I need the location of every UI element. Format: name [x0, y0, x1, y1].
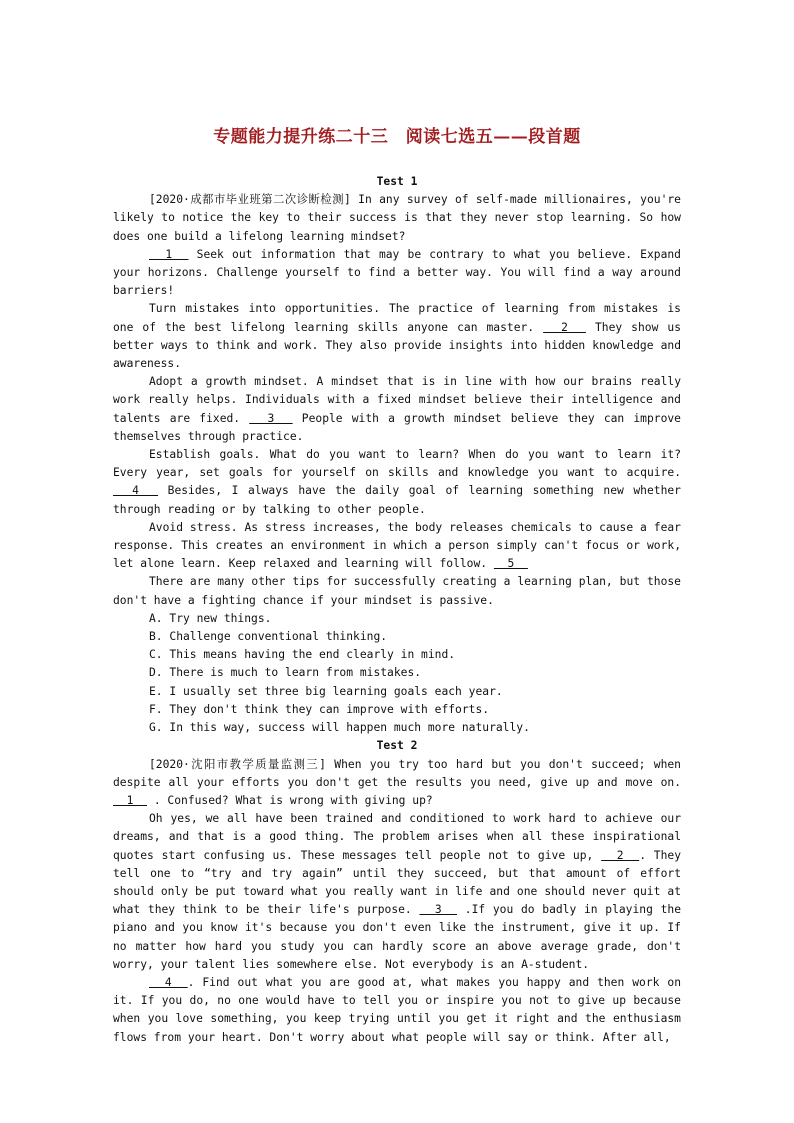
test2-para-3 — [113, 974, 681, 1047]
test1-para-3 — [113, 373, 681, 446]
test2-blank-2: 2 — [601, 848, 640, 862]
test2-para-2 — [113, 810, 681, 974]
test1-para-4-text-a: Establish goals. What do you want to learn? When do you want to learn it? Every year, set goals for yourself on skills and knowledge you want to acquire. — [113, 448, 681, 480]
option-d: D. There is much to learn from mistakes. — [149, 666, 422, 680]
document-title: 专题能力提升练二十三 阅读七选五——段首题 — [213, 127, 581, 147]
test1-para-5 — [113, 519, 681, 574]
test1-para-3-text-b: People with a growth mindset believe they can improve themselves through practice. — [113, 411, 681, 443]
test2-para-2-text-b: . They tell one to “try and try again” until they succeed, but that amount of effort should only be put toward what you really want in life and one should never quit at what they think to be their life's purpose. — [113, 848, 681, 917]
test1-para-5-text: Avoid stress. As stress increases, the body releases chemicals to cause a fear response. This creates an environment in which a person simply can't focus or work, let alone learn. Keep relaxed and learning will follow. — [113, 520, 681, 571]
option-b: B. Challenge conventional thinking. — [149, 630, 388, 644]
test1-heading: Test 1 — [376, 175, 418, 188]
test1-para-2-text-b: They show us better ways to think and work. They also provide insights into hidden knowledge and awareness. — [113, 320, 681, 371]
test1-para-3-text-a: Adopt a growth mindset. A mindset that is in line with how our brains really work really helps. Individuals with a fixed mindset believe their intelligence and talents are fixed. — [113, 375, 681, 425]
option-c: C. This means having the end clearly in mind. — [149, 648, 456, 662]
test1-blank-1: 1 — [149, 247, 189, 261]
test1-para-2-text-a: Turn mistakes into opportunities. The practice of learning from mistakes is one of the best lifelong learning skills anyone can master. — [113, 302, 681, 334]
test2-intro-tail: . Confused? What is wrong with giving up? — [153, 793, 433, 807]
test2-blank-1: 1 — [113, 793, 148, 807]
test1-blank-4: 4 — [113, 484, 159, 498]
test2-blank-3: 3 — [419, 903, 458, 917]
option-f: F. They don't think they can improve with efforts. — [149, 702, 490, 716]
test1-blank-5: 5 — [493, 557, 528, 571]
test1-intro — [113, 191, 681, 246]
test2-intro-text: When you try too hard but you don't succeed; when despite all your efforts you don't get the results you need, give up and move on. — [113, 757, 681, 789]
test2-intro — [113, 756, 681, 811]
test2-heading: Test 2 — [376, 739, 418, 753]
option-e: E. I usually set three big learning goals each year. — [149, 684, 503, 698]
test1-para-2 — [113, 300, 681, 373]
test2-blank-4: 4 — [149, 975, 188, 989]
test1-blank-2: 2 — [543, 320, 586, 334]
test2-source: [2020·沈阳市教学质量监测三] — [149, 757, 326, 771]
test2-para-2-text-c: .If you do badly in playing the piano and you know it's because you don't even like the instrument, give it up. If no matter how hard you study you can hardly score an above average grade, don't worry, your talent lies somewhere else. Not everybody is an A-student. — [113, 903, 681, 971]
test1-blank-3: 3 — [249, 411, 293, 425]
option-a: A. Try new things. — [149, 611, 272, 625]
test2-para-3-text: . Find out what you are good at, what makes you happy and then work on it. If you do, no one would have to tell you or inspire you not to give up because when you love something, you keep trying until you get it right and the enthusiasm flows from your heart. Don't worry about what people will say or think. After all, — [113, 975, 681, 1044]
test1-para-1 — [113, 246, 681, 301]
test1-para-4 — [113, 446, 681, 519]
test2-para-2-text-a: Oh yes, we all have been trained and conditioned to work hard to achieve our dreams, and that is a good thing. The problem arises when all these inspirational quotes start confusing us. These messages tell people not to give up, — [113, 812, 681, 862]
test1-para-1-text: Seek out information that may be contrary to what you believe. Expand your horizons. Challenge yourself to find a better way. You will find a way around barriers! — [113, 247, 681, 298]
option-g: G. In this way, success will happen much more naturally. — [149, 721, 530, 735]
test1-source: [2020·成都市毕业班第二次诊断检测] — [149, 193, 351, 207]
document-body — [113, 173, 681, 1047]
test1-para-4-text-b: Besides, I always have the daily goal of learning something new whether through reading or by talking to other people. — [113, 484, 681, 516]
test1-para-6: There are many other tips for successfully creating a learning plan, but those don't have a fighting chance if your mindset is passive. — [113, 575, 681, 607]
test1-intro-text: In any survey of self-made millionaires, you're likely to notice the key to their success is that they never stop learning. So how does one build a lifelong learning mindset? — [113, 193, 681, 243]
